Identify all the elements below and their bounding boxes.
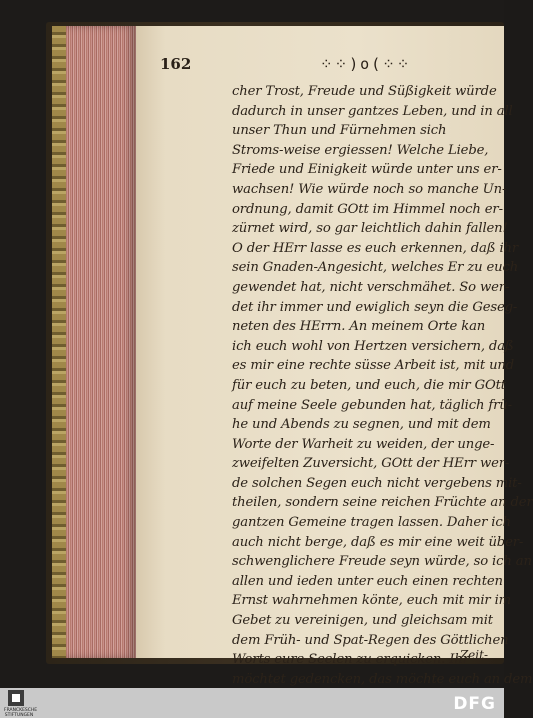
text-line: Stroms-weise ergiessen! Welche Liebe, <box>232 142 489 158</box>
text-line: es mir eine rechte süsse Arbeit ist, mit und <box>232 358 515 374</box>
text-line: gantzen Gemeine tragen lassen. Daher ich <box>232 515 511 531</box>
text-line: zweifelten Zuversicht, GOtt der HErr wer- <box>232 456 510 472</box>
text-line: ordnung, damit GOtt im Himmel noch er- <box>232 201 503 217</box>
page-number: 162 <box>160 55 192 73</box>
text-line: Gebet zu vereinigen, und gleichsam mit <box>232 613 493 629</box>
text-line: auch nicht berge, daß es mir eine weit über- <box>232 534 524 550</box>
francke-foundation-logo[interactable] <box>4 689 38 718</box>
text-line: dadurch in unser gantzes Leben, und in all <box>232 103 513 119</box>
logo-text-line1: FRANCKESCHE <box>4 708 38 713</box>
text-line: neten des HErrn. An meinem Orte kan <box>232 319 486 335</box>
text-line: gewendet hat, nicht verschmähet. So wer- <box>232 279 510 295</box>
catchword: Zeit- <box>459 648 488 662</box>
page-edges <box>66 26 136 658</box>
text-line: für euch zu beten, und euch, die mir GOtt <box>232 377 506 393</box>
text-line: O der HErr lasse es euch erkennen, daß ihr <box>232 240 519 256</box>
text-line: theilen, sondern seine reichen Früchte an der <box>232 495 533 511</box>
dfg-logo[interactable]: DFG <box>453 694 496 714</box>
logo-text-line2: STIFTUNGEN <box>4 713 34 718</box>
text-line: ich euch wohl von Hertzen versichern, daß <box>232 338 514 354</box>
text-line: Worte der Warheit zu weiden, der unge- <box>232 436 495 452</box>
text-line: allen und ieden unter euch einen rechten <box>232 573 503 589</box>
text-line: he und Abends zu segnen, und mit dem <box>232 417 491 433</box>
logo-mark-icon <box>8 690 24 706</box>
running-head <box>160 55 504 77</box>
viewer-footer <box>0 688 504 718</box>
text-line: Worts eure Seelen zu erquicken. Ihr <box>232 652 469 668</box>
text-line: möchtet gedencken, das möchte euch an dem <box>232 671 533 687</box>
text-line: unser Thun und Fürnehmen sich <box>232 123 447 139</box>
text-line: det ihr immer und ewiglich seyn die Geseg- <box>232 299 518 315</box>
text-line: wachsen! Wie würde noch so manche Un- <box>232 181 507 197</box>
text-line: Ernst wahrnehmen könte, euch mit mir im <box>232 593 512 609</box>
gilt-cover-border <box>52 26 66 658</box>
text-line: auf meine Seele gebunden hat, täglich frü- <box>232 397 512 413</box>
text-line: dem Früh- und Spat-Regen des Göttlichen <box>232 632 509 648</box>
text-line: schwenglichere Freude seyn würde, so ich an <box>232 554 532 570</box>
text-line: cher Trost, Freude und Süßigkeit würde <box>232 84 497 99</box>
header-ornament: ⁘⁘)o(⁘⁘ <box>320 55 412 73</box>
text-line: Friede und Einigkeit würde unter uns er- <box>232 162 502 178</box>
text-line: sein Gnaden-Angesicht, welches Er zu euch <box>232 260 519 276</box>
text-line: zürnet wird, so gar leichtlich dahin fallen! <box>232 221 508 237</box>
text-line: de solchen Segen euch nicht vergebens mit- <box>232 475 522 491</box>
